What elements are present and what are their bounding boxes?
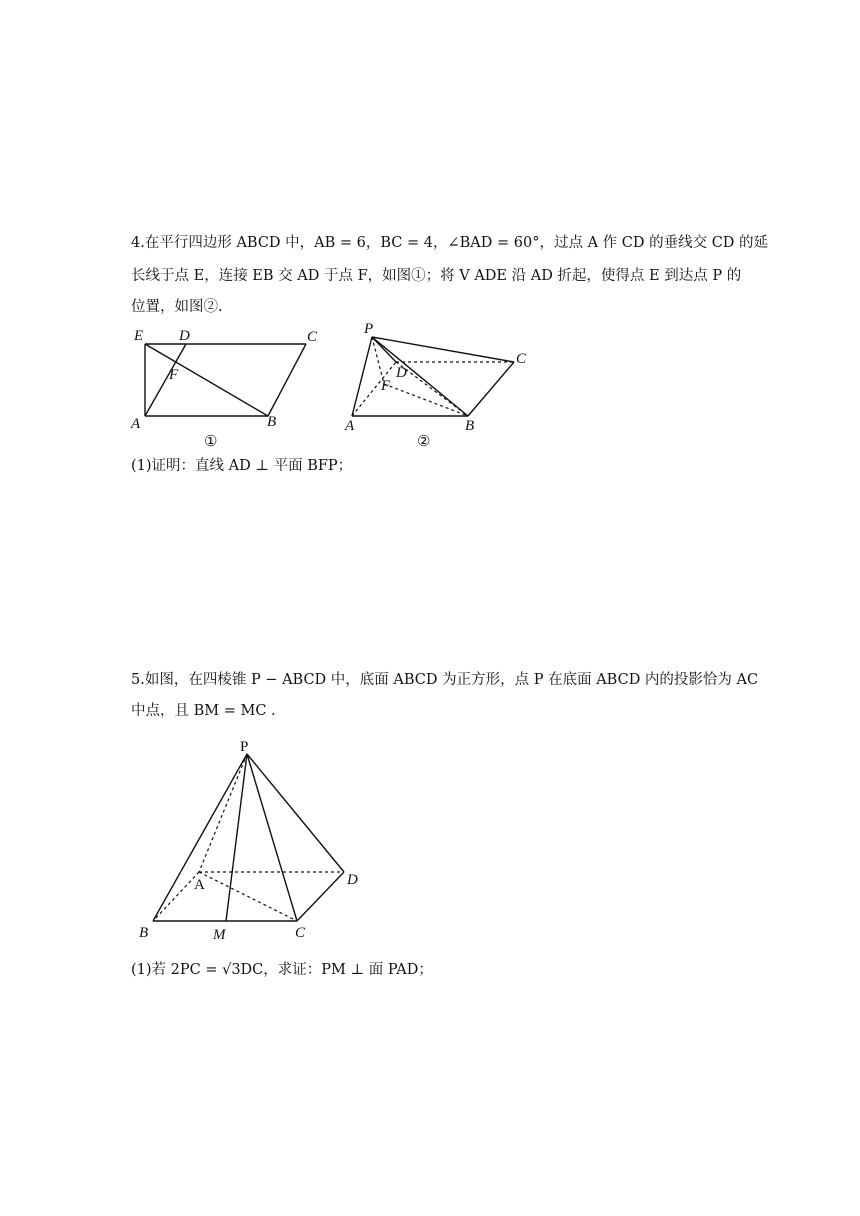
fig2-label-B: B <box>465 418 475 434</box>
fig1-segment-EB <box>145 344 268 416</box>
fig3-edge-PC <box>247 754 297 921</box>
fig1-label-B: B <box>267 414 277 430</box>
fig3-edge-PM <box>226 754 247 921</box>
fig3-label-A: A <box>194 877 205 893</box>
fig3-label-D: D <box>347 872 358 888</box>
problem4-question1: (1)证明：直线 AD ⊥ 平面 BFP； <box>131 458 353 474</box>
fig3-label-B: B <box>139 925 149 941</box>
fig1-segment-BC <box>268 344 306 416</box>
fig2-label-A: A <box>345 418 355 434</box>
fig1-label-F: F <box>169 367 179 383</box>
fig2-label-P: P <box>364 321 374 337</box>
fig2-caption: ② <box>417 434 431 450</box>
fig2-dashed-FB <box>384 384 468 416</box>
problem4-line3: 位置，如图②. <box>131 299 223 315</box>
fig2-segment-PB <box>372 337 468 416</box>
fig3-dashed-AC <box>199 872 297 921</box>
fig3-label-C: C <box>295 925 306 941</box>
fig3-edge-PD <box>247 754 344 872</box>
problem5-line2: 中点，且 BM = MC . <box>131 703 276 719</box>
problem4-line2: 长线于点 E，连接 EB 交 AD 于点 F，如图①；将 V ADE 沿 AD 折起，使得点 E 到达点 P 的 <box>131 268 742 284</box>
problem5-question1: (1)若 2PC = √3DC，求证：PM ⊥ 面 PAD； <box>131 962 433 978</box>
fig3-edge-PB <box>153 754 247 921</box>
fig1-label-C: C <box>307 329 318 345</box>
fig1-label-A: A <box>131 416 141 432</box>
fig1-label-D: D <box>179 328 190 344</box>
fig1-segment-AD <box>145 344 186 416</box>
fig2-label-C: C <box>516 351 527 367</box>
fig3-label-M: M <box>213 927 226 943</box>
problem4-line1: 4.在平行四边形 ABCD 中，AB = 6，BC = 4，∠BAD = 60°，过点 A 作 CD 的垂线交 CD 的延 <box>131 235 769 251</box>
fig3-label-P: P <box>240 739 249 755</box>
fig2-label-D: D <box>396 365 407 381</box>
problem5-line1: 5.如图，在四棱锥 P − ABCD 中，底面 ABCD 为正方形，点 P 在底面 ABCD 内的投影恰为 AC <box>131 672 759 688</box>
fig2-segment-BC <box>468 362 514 416</box>
fig2-segment-PA <box>352 337 372 416</box>
fig1-caption: ① <box>204 434 218 450</box>
fig2-label-F: F <box>381 378 391 394</box>
fig1-label-E: E <box>134 328 144 344</box>
fig3-edge-CD <box>297 872 344 921</box>
